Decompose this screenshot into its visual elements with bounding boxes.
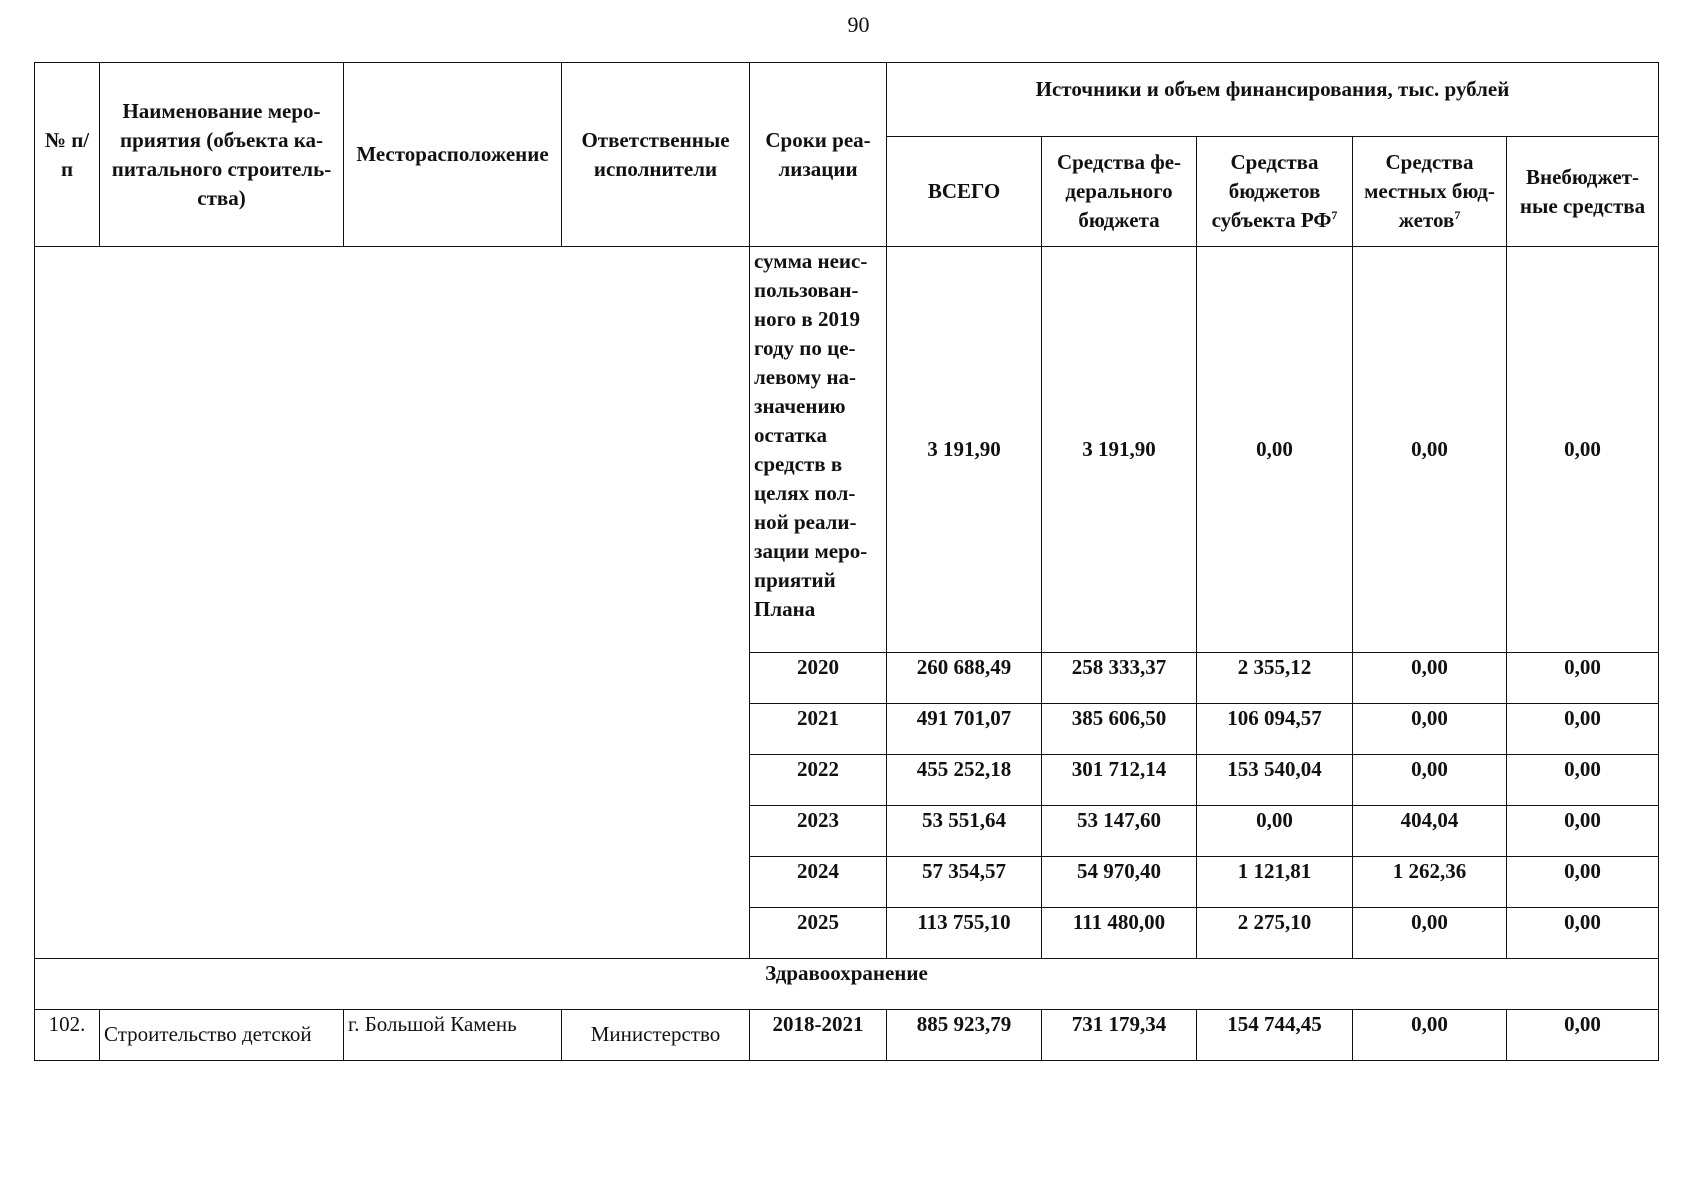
extra-cell: 0,00	[1507, 247, 1659, 653]
local-cell: 0,00	[1353, 755, 1507, 806]
regional-cell: 154 744,45	[1197, 1010, 1353, 1061]
regional-cell: 106 094,57	[1197, 704, 1353, 755]
period-cell: 2025	[750, 908, 887, 959]
extra-cell: 0,00	[1507, 653, 1659, 704]
header-executors: Ответственные исполнители	[562, 63, 750, 247]
federal-cell: 54 970,40	[1042, 857, 1197, 908]
federal-cell: 731 179,34	[1042, 1010, 1197, 1061]
header-extra: Внебюджет- ные средства	[1507, 137, 1659, 247]
empty-merged-cell	[35, 247, 750, 959]
header-location: Месторасположение	[344, 63, 562, 247]
total-cell: 3 191,90	[887, 247, 1042, 653]
extra-cell: 0,00	[1507, 755, 1659, 806]
total-cell: 57 354,57	[887, 857, 1042, 908]
item-num-cell: 102.	[35, 1010, 100, 1061]
period-cell: сумма неис- пользован- ного в 2019 году по це- левому на- значению остатка средств в целях пол- ной реали- зации меро- приятий Плана	[750, 247, 887, 653]
regional-cell: 0,00	[1197, 247, 1353, 653]
header-num: № п/п	[35, 63, 100, 247]
period-cell: 2024	[750, 857, 887, 908]
regional-cell: 2 275,10	[1197, 908, 1353, 959]
header-period: Сроки реа- лизации	[750, 63, 887, 247]
header-sources: Источники и объем финансирования, тыс. рублей	[887, 63, 1659, 137]
total-cell: 491 701,07	[887, 704, 1042, 755]
extra-cell: 0,00	[1507, 908, 1659, 959]
regional-cell: 2 355,12	[1197, 653, 1353, 704]
regional-cell: 0,00	[1197, 806, 1353, 857]
header-total: ВСЕГО	[887, 137, 1042, 247]
table-row	[35, 247, 1659, 653]
local-cell: 404,04	[1353, 806, 1507, 857]
header-name: Наименование меро- приятия (объекта ка- питального строитель- ства)	[100, 63, 344, 247]
extra-cell: 0,00	[1507, 806, 1659, 857]
page-number: 90	[847, 12, 870, 37]
federal-cell: 301 712,14	[1042, 755, 1197, 806]
local-cell: 0,00	[1353, 704, 1507, 755]
extra-cell: 0,00	[1507, 1010, 1659, 1061]
table-row	[35, 1010, 1659, 1061]
total-cell: 260 688,49	[887, 653, 1042, 704]
federal-cell: 258 333,37	[1042, 653, 1197, 704]
period-cell: 2020	[750, 653, 887, 704]
local-cell: 0,00	[1353, 247, 1507, 653]
extra-cell: 0,00	[1507, 704, 1659, 755]
period-cell: 2021	[750, 704, 887, 755]
total-cell: 53 551,64	[887, 806, 1042, 857]
local-cell: 0,00	[1353, 908, 1507, 959]
local-cell: 1 262,36	[1353, 857, 1507, 908]
total-cell: 455 252,18	[887, 755, 1042, 806]
financing-table	[34, 62, 1659, 1061]
local-cell: 0,00	[1353, 1010, 1507, 1061]
item-executor-cell: Министерство	[562, 1010, 750, 1061]
extra-cell: 0,00	[1507, 857, 1659, 908]
federal-cell: 385 606,50	[1042, 704, 1197, 755]
period-cell: 2023	[750, 806, 887, 857]
header-regional: Средства бюджетов субъекта $РФ^7$	[1197, 137, 1353, 247]
federal-cell: 111 480,00	[1042, 908, 1197, 959]
item-name-cell: Строительство детской	[100, 1010, 344, 1061]
section-row	[35, 959, 1659, 1010]
total-cell: 113 755,10	[887, 908, 1042, 959]
header-local: Средства местных бюд- жетов$^7$	[1353, 137, 1507, 247]
total-cell: 885 923,79	[887, 1010, 1042, 1061]
federal-cell: 3 191,90	[1042, 247, 1197, 653]
header-federal: Средства фе- дерального бюджета	[1042, 137, 1197, 247]
regional-cell: 1 121,81	[1197, 857, 1353, 908]
item-location-cell: г. Большой Камень	[344, 1010, 562, 1061]
period-cell: 2022	[750, 755, 887, 806]
federal-cell: 53 147,60	[1042, 806, 1197, 857]
regional-cell: 153 540,04	[1197, 755, 1353, 806]
local-cell: 0,00	[1353, 653, 1507, 704]
period-cell: 2018-2021	[750, 1010, 887, 1061]
section-title: Здравоохранение	[35, 959, 1659, 1010]
